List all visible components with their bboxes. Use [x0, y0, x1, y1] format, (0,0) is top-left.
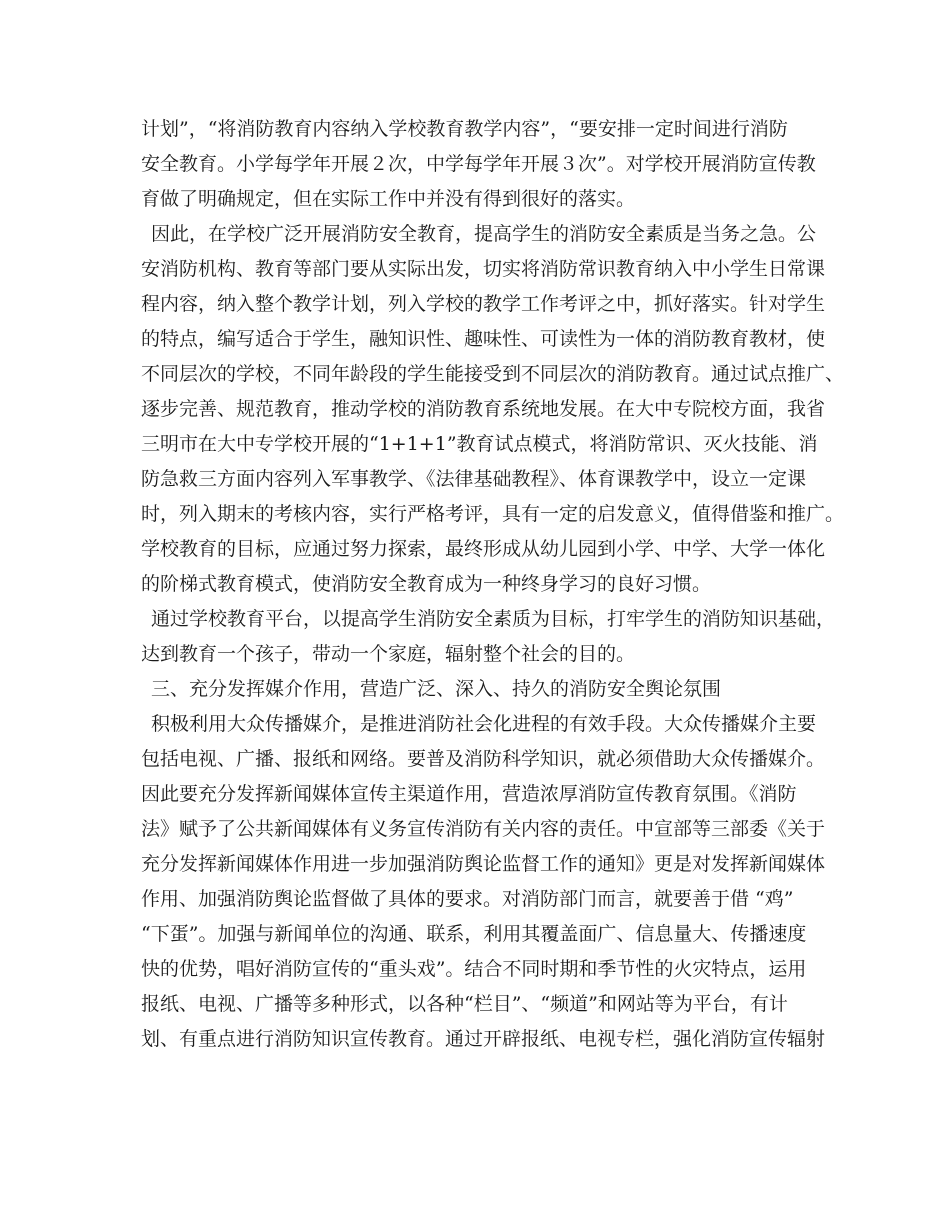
- text-line: 划、有重点进行消防知识宣传教育。通过开辟报纸、电视专栏，强化消防宣传辐射: [141, 1028, 826, 1050]
- text-line: 报纸、电视、广播等多种形式，以各种“栏目”、“频道”和网站等为平台，有计: [141, 993, 788, 1015]
- text-line: 逐步完善、规范教育，推动学校的消防教育系统地发展。在大中专院校方面，我省: [141, 398, 826, 420]
- text-line: 的阶梯式教育模式，使消防安全教育成为一种终身学习的良好习惯。: [141, 573, 712, 595]
- text-line: 三明市在大中专学校开展的“1+1+1”教育试点模式，将消防常识、灭火技能、消: [141, 433, 818, 455]
- text-line: 快的优势，唱好消防宣传的“重头戏”。结合不同时期和季节性的火灾特点，运用: [141, 958, 807, 980]
- text-line: 的特点，编写适合于学生，融知识性、趣味性、可读性为一体的消防教育教材，使: [141, 328, 826, 350]
- paragraph-start-line: 通过学校教育平台，以提高学生消防安全素质为目标，打牢学生的消防知识基础，: [151, 608, 836, 630]
- text-line: 育做了明确规定，但在实际工作中并没有得到很好的落实。: [141, 188, 636, 210]
- document-body: [141, 112, 845, 1057]
- text-line: 安消防机构、教育等部门要从实际出发，切实将消防常识教育纳入中小学生日常课: [141, 258, 826, 280]
- text-line: 计划”，“将消防教育内容纳入学校教育教学内容”，“要安排一定时间进行消防: [141, 118, 788, 140]
- text-line: 防急救三方面内容列入军事教学、《法律基础教程》、体育课教学中，设立一定课: [141, 468, 807, 490]
- text-line: 安全教育。小学每学年开展２次，中学每学年开展３次”。对学校开展消防宣传教: [141, 153, 816, 175]
- text-line: 因此要充分发挥新闻媒体宣传主渠道作用，营造浓厚消防宣传教育氛围。《消防: [141, 783, 797, 805]
- text-line: 时，列入期末的考核内容，实行严格考评，具有一定的启发意义，值得借鉴和推广。: [141, 503, 845, 525]
- text-line: 不同层次的学校，不同年龄段的学生能接受到不同层次的消防教育。通过试点推广、: [141, 363, 845, 385]
- paragraph-start-line: 积极利用大众传播媒介，是推进消防社会化进程的有效手段。大众传播媒介主要: [151, 713, 817, 735]
- text-line: 作用、加强消防舆论监督做了具体的要求。对消防部门而言，就要善于借 “鸡”: [141, 888, 794, 910]
- text-line: “下蛋”。加强与新闻单位的沟通、联系，利用其覆盖面广、信息量大、传播速度: [141, 923, 807, 945]
- section-heading: 三、充分发挥媒介作用，营造广泛、深入、持久的消防安全舆论氛围: [151, 678, 722, 700]
- text-line: 充分发挥新闻媒体作用进一步加强消防舆论监督工作的通知》更是对发挥新闻媒体: [141, 853, 826, 875]
- text-line: 包括电视、广播、报纸和网络。要普及消防科学知识，就必须借助大众传播媒介。: [141, 748, 826, 770]
- text-line: 程内容，纳入整个教学计划，列入学校的教学工作考评之中，抓好落实。针对学生: [141, 293, 826, 315]
- text-line: 学校教育的目标，应通过努力探索，最终形成从幼儿园到小学、中学、大学一体化: [141, 538, 826, 560]
- text-line: 达到教育一个孩子，带动一个家庭，辐射整个社会的目的。: [141, 643, 636, 665]
- paragraph-start-line: 因此，在学校广泛开展消防安全教育，提高学生的消防安全素质是当务之急。公: [151, 223, 817, 245]
- text-line: 法》赋予了公共新闻媒体有义务宣传消防有关内容的责任。中宣部等三部委《关于: [141, 818, 826, 840]
